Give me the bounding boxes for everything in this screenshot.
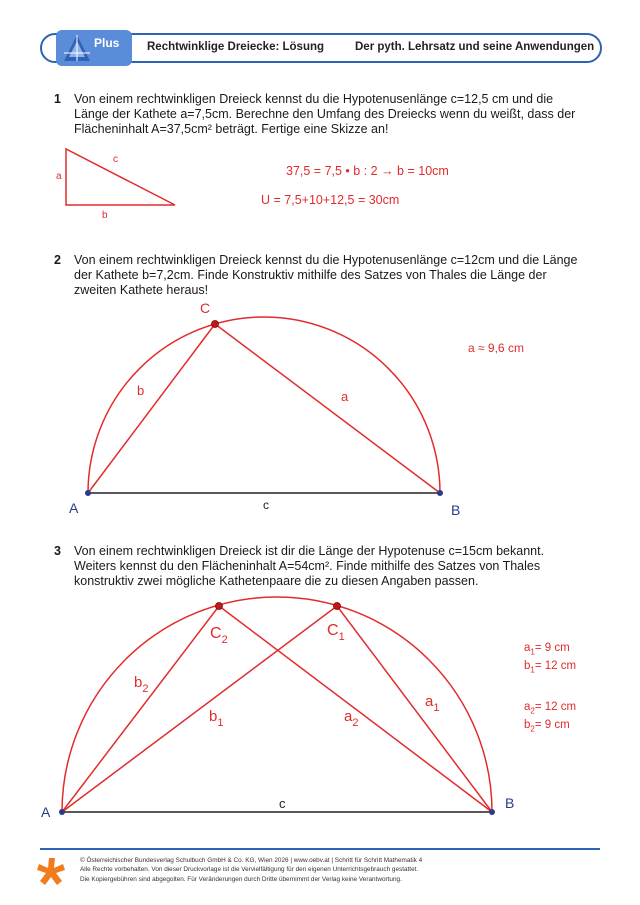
cathetus-a2: [219, 606, 492, 812]
point-b: [489, 809, 495, 815]
side-a-label: a: [56, 171, 62, 182]
task-line: Von einem rechtwinkligen Dreieck ist dir die Länge der Hypotenuse c=15cm bekannt.: [74, 544, 545, 558]
task-line: konstruktiv zwei mögliche Kathetenpaare die zu diesen Angaben passen.: [74, 574, 479, 588]
label-b1-sub: 1: [217, 717, 224, 729]
task-number: 1: [54, 92, 61, 106]
cathetus-a: [215, 324, 440, 493]
solution-line: $b_2= 9$ cm: [524, 719, 570, 734]
task-3-solution-pair-2: [524, 700, 576, 737]
label-A: A: [41, 804, 51, 820]
footer-divider: [40, 848, 600, 850]
label-c: c: [279, 796, 286, 811]
label-b: b: [137, 383, 145, 398]
cathetus-b: [88, 324, 215, 493]
side-c-label: c: [113, 154, 118, 165]
label-a2-sub: 2: [352, 717, 359, 729]
point-a: [59, 809, 65, 815]
label-c: c: [263, 498, 269, 512]
point-c2: [216, 603, 223, 610]
point-b: [437, 490, 443, 496]
label-a: a: [341, 389, 349, 404]
label-c1-letter: C: [327, 622, 339, 639]
footer-line: © Österreichischer Bundesverlag Schulbuch GmbH & Co. KG, Wien 2026 | www.oebv.at | Schritt für Schritt Mathematik 4: [80, 857, 423, 864]
solution-line: $a_1= 9$ cm: [524, 642, 570, 657]
label-b2-letter: b: [134, 674, 143, 691]
label-a2: [344, 708, 358, 729]
thales-semicircle: [88, 317, 440, 493]
label-b1-letter: b: [209, 708, 218, 725]
point-c1: [334, 603, 341, 610]
task-line: Flächeninhalt A=37,5cm² beträgt. Fertige eine Skizze an!: [74, 122, 389, 136]
label-B: B: [451, 502, 461, 518]
label-a1: [425, 693, 439, 714]
footer-line: Alle Rechte vorbehalten. Von dieser Druckvorlage ist die Vervielfältigung für den eigenen Unterrichtsgebrauch gestattet.: [80, 866, 419, 874]
task-line: zweiten Kathete heraus!: [74, 283, 209, 297]
task-2-figure: [69, 300, 460, 518]
right-triangle-sketch: [66, 149, 175, 205]
label-b1: [209, 708, 223, 729]
cathetus-b2: [62, 606, 219, 812]
task-number: 3: [54, 544, 61, 558]
label-b2: [134, 674, 148, 695]
solution-line: $a_2= 12$ cm: [524, 701, 577, 716]
task-line: Von einem rechtwinkligen Dreieck kennst du die Hypotenusenlänge c=12,5 cm und die: [74, 92, 554, 106]
label-c2-letter: C: [210, 625, 222, 642]
label-c1: [327, 622, 345, 643]
cathetus-a1: [337, 606, 492, 812]
label-a2-letter: a: [344, 708, 353, 725]
worksheet-title: Rechtwinklige Dreiecke: Lösung: [147, 41, 325, 53]
solution-line: $b_1= 12$ cm: [524, 660, 577, 675]
label-A: A: [69, 500, 79, 516]
task-2-solution: a ≈ 9,6 cm: [468, 341, 524, 355]
label-c1-sub: 1: [338, 631, 345, 643]
task-line: der Kathete b=7,2cm. Finde Konstruktiv mithilfe des Satzes von Thales die Länge der: [74, 268, 547, 282]
label-a1-letter: a: [425, 693, 434, 710]
label-a1-sub: 1: [433, 702, 440, 714]
point-a: [85, 490, 91, 496]
task-3-solution-pair-1: [524, 641, 576, 678]
task-1-sketch: [56, 149, 175, 221]
label-B: B: [505, 795, 515, 811]
task-line: Von einem rechtwinkligen Dreieck kennst du die Hypotenusenlänge c=12cm und die Länge: [74, 253, 578, 267]
label-C: C: [200, 300, 211, 316]
footer-copyright: [80, 856, 600, 884]
chapter-title: Der pyth. Lehrsatz und seine Anwendungen: [355, 41, 595, 53]
cathetus-b1: [62, 606, 337, 812]
publisher-logo-icon: [37, 858, 65, 885]
label-c2: [210, 625, 228, 646]
label-c2-sub: 2: [221, 634, 228, 646]
task-1-solution-area: 37,5 = 7,5 • b : 2 → b = 10cm: [286, 164, 449, 178]
task-3-figure: [41, 597, 514, 820]
task-text: [74, 544, 594, 589]
task-line: Länge der Kathete a=7,5cm. Berechne den Umfang des Dreiecks wenn du weißt, dass der: [74, 107, 576, 121]
task-line: Weiters kennst du den Flächeninhalt A=54cm². Finde mithilfe des Satzes von Thales: [74, 559, 541, 573]
logo-label: Plus: [94, 36, 120, 50]
task-1-perimeter: U = 7,5+10+12,5 = 30cm: [261, 193, 400, 207]
side-b-label: b: [102, 210, 108, 221]
task-number: 2: [54, 253, 61, 267]
point-c: [212, 321, 219, 328]
footer-line: Die Kopiergebühren sind abgegolten. Für Veränderungen durch Dritte übernimmt der Verlag keine Verantwortung.: [80, 875, 402, 883]
label-b2-sub: 2: [142, 683, 149, 695]
task-text: [74, 253, 594, 298]
